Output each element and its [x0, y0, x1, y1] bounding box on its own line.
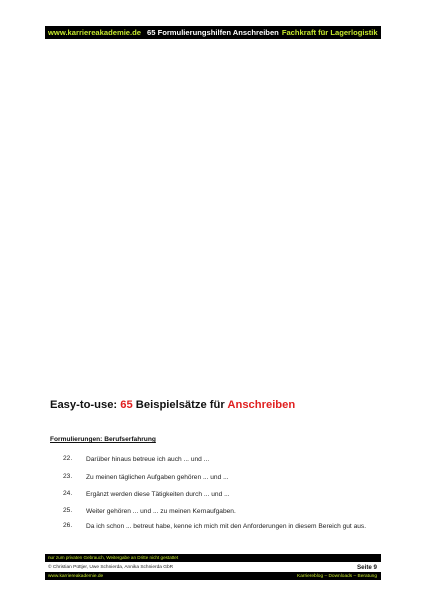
page-number: Seite 9	[357, 563, 377, 571]
item-number: 26.	[63, 522, 73, 529]
header-role: Fachkraft für Lagerlogistik	[281, 28, 378, 37]
item-number: 24.	[63, 490, 73, 497]
header-title: 65 Formulierungshilfen Anschreiben	[147, 28, 279, 37]
item-text: Darüber hinaus betreue ich auch ... und ...	[86, 456, 210, 463]
item-text: Ergänzt werden diese Tätigkeiten durch ... und ...	[86, 491, 230, 498]
heading-suffix: Anschreiben	[227, 399, 296, 411]
footer-links[interactable]: Karriereblog – Downloads – Beratung	[297, 573, 377, 579]
item-text: Weiter gehören ... und ... zu meinen Kernaufgaben.	[86, 508, 236, 515]
item-text: Zu meinen täglichen Aufgaben gehören ... und ...	[86, 474, 229, 481]
item-number: 22.	[63, 455, 73, 462]
item-number: 25.	[63, 507, 73, 514]
header-site-link[interactable]: www.karriereakademie.de	[48, 28, 142, 37]
footer-site-link[interactable]: www.karriereakademie.de	[48, 573, 104, 579]
heading-count: 65	[120, 399, 133, 411]
subheading-berufserfahrung: Formulierungen: Berufserfahrung	[50, 436, 156, 443]
footer-notice: nur zum privaten Gebrauch, Weitergabe an Dritte nicht gestattet	[45, 554, 381, 562]
section-heading	[50, 399, 295, 411]
footer-links-bar	[45, 572, 381, 580]
footer-copyright: © Christian Püttjer, Uwe Schnierda, Annika Schnierda GbR	[48, 564, 174, 570]
footer-copyright-row	[45, 562, 381, 572]
item-number: 23.	[63, 473, 73, 480]
item-text: Da ich schon ... betreut habe, kenne ich mich mit den Anforderungen in diesem Bereich gut aus.	[86, 523, 367, 530]
heading-prefix: Easy-to-use:	[50, 399, 121, 411]
heading-middle: Beispielsätze für	[132, 399, 228, 411]
header-bar	[45, 26, 381, 39]
